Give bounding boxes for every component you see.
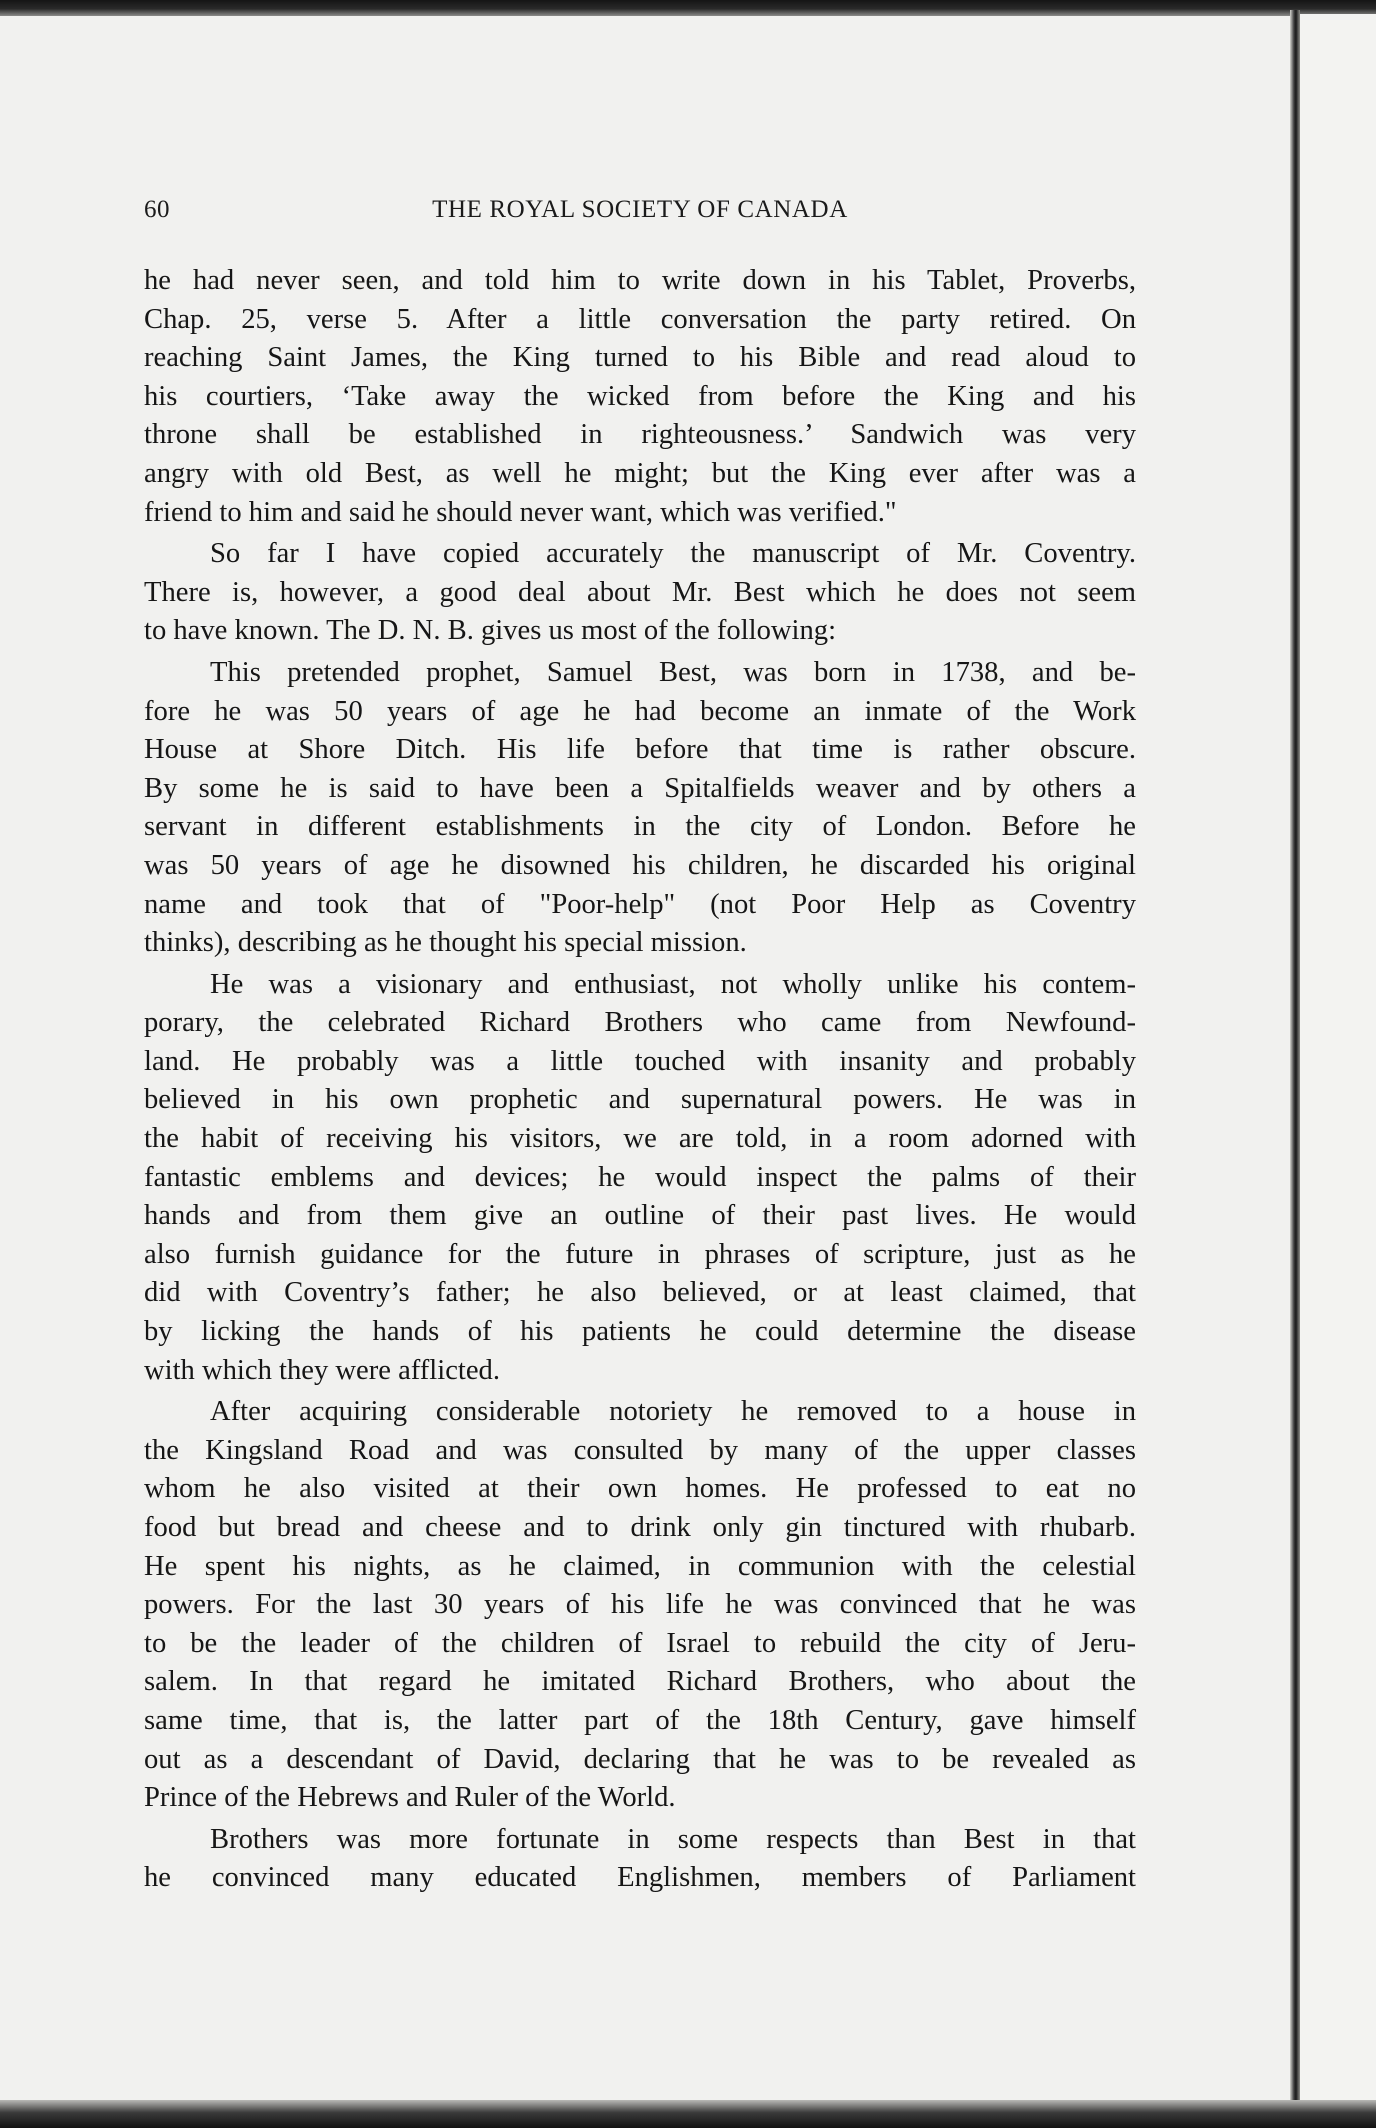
text-line: He was a visionary and enthusiast, not wholly unlike his contem- [210,968,1136,1000]
text-line: After acquiring considerable notoriety he removed to a house in [210,1396,1136,1428]
running-head: THE ROYAL SOCIETY OF CANADA [432,196,848,223]
text-line: was 50 years of age he disowned his children, he discarded his original [144,849,1136,881]
text-line: throne shall be established in righteousness.’ Sandwich was very [144,419,1136,451]
text-line: This pretended prophet, Samuel Best, was born in 1738, and be- [210,656,1136,688]
text-line: porary, the celebrated Richard Brothers who came from Newfound- [144,1007,1136,1039]
text-line: Chap. 25, verse 5. After a little conversation the party retired. On [144,303,1136,335]
text-line: with which they were afflicted. [144,1354,500,1386]
scan-bottom-border [0,2100,1376,2128]
text-line: out as a descendant of David, declaring that he was to be revealed as [144,1743,1136,1775]
paragraph [144,654,1136,963]
text-line: servant in different establishments in the city of London. Before he [144,811,1136,843]
text-line: So far I have copied accurately the manuscript of Mr. Coventry. [210,538,1136,570]
text-line: There is, however, a good deal about Mr. Best which he does not seem [144,576,1136,608]
paragraph [144,1821,1136,1898]
text-line: salem. In that regard he imitated Richard Brothers, who about the [144,1666,1136,1698]
text-line: to have known. The D. N. B. gives us most of the following: [144,615,837,647]
text-line: thinks), describing as he thought his special mission. [144,927,747,959]
text-line: angry with old Best, as well he might; but the King ever after was a [144,457,1136,489]
text-line: did with Coventry’s father; he also believed, or at least claimed, that [144,1277,1136,1309]
text-line: the Kingsland Road and was consulted by many of the upper classes [144,1434,1136,1466]
text-line: name and took that of "Poor-help" (not Poor Help as Coventry [144,888,1136,920]
text-line: same time, that is, the latter part of the 18th Century, gave himself [144,1704,1136,1736]
scan-right-margin [1300,14,1376,2104]
text-line: he convinced many educated Englishmen, members of Parliament [144,1862,1136,1894]
text-line: also furnish guidance for the future in phrases of scripture, just as he [144,1238,1136,1270]
text-line: By some he is said to have been a Spitalfields weaver and by others a [144,772,1136,804]
text-line: to be the leader of the children of Israel to rebuild the city of Jeru- [144,1627,1136,1659]
text-line: the habit of receiving his visitors, we are told, in a room adorned with [144,1123,1136,1155]
text-line: whom he also visited at their own homes. He professed to eat no [144,1473,1136,1505]
text-line: powers. For the last 30 years of his life he was convinced that he was [144,1589,1136,1621]
text-line: he had never seen, and told him to write down in his Tablet, Proverbs, [144,265,1136,296]
text-line: Prince of the Hebrews and Ruler of the World. [144,1782,676,1814]
paragraph [144,966,1136,1391]
text-line: land. He probably was a little touched with insanity and probably [144,1045,1136,1077]
text-line: friend to him and said he should never want, which was verified." [144,496,897,528]
text-line: Brothers was more fortunate in some respects than Best in that [210,1823,1136,1855]
text-line: food but bread and cheese and to drink only gin tinctured with rhubarb. [144,1512,1136,1543]
page-edge-shadow [1290,10,1300,2110]
text-line: believed in his own prophetic and supernatural powers. He was in [144,1084,1136,1116]
paragraph [144,262,1136,532]
text-line: by licking the hands of his patients he could determine the disease [144,1316,1136,1348]
text-line: his courtiers, ‘Take away the wicked from before the King and his [144,380,1136,412]
text-line: He spent his nights, as he claimed, in communion with the celestial [144,1550,1136,1582]
page-header [144,196,1136,232]
text-line: fore he was 50 years of age he had become an inmate of the Work [144,695,1136,727]
scan-top-border [0,0,1376,16]
text-line: hands and from them give an outline of their past lives. He would [144,1200,1136,1232]
page-number: 60 [144,196,170,223]
body-text [144,262,1136,1898]
text-line: House at Shore Ditch. His life before that time is rather obscure. [144,734,1136,766]
paragraph [144,535,1136,651]
paragraph [144,1393,1136,1818]
text-line: fantastic emblems and devices; he would inspect the palms of their [144,1161,1136,1193]
text-line: reaching Saint James, the King turned to his Bible and read aloud to [144,342,1136,374]
